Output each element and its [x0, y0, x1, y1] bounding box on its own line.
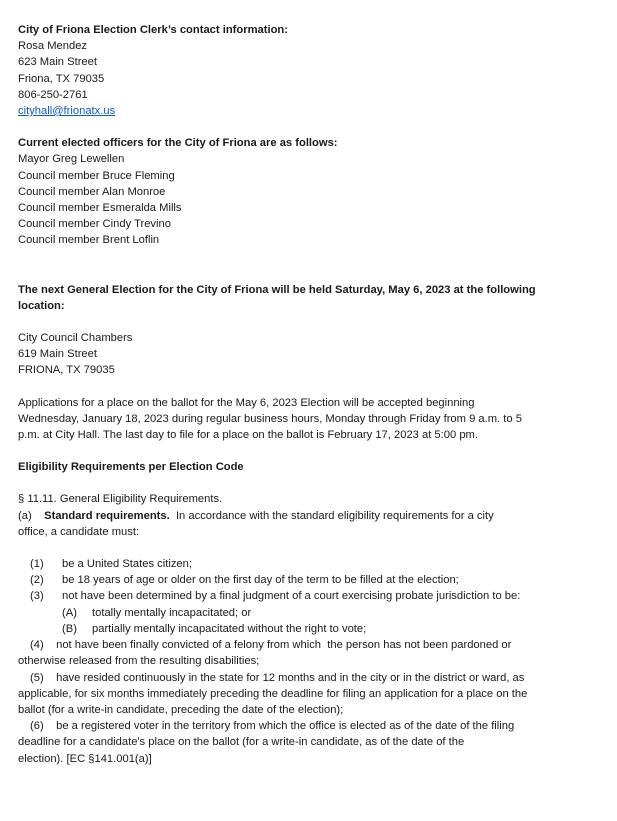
- applications-line: Wednesday, January 18, 2023 during regular business hours, Monday through Friday from 9 a.m. to 5: [18, 412, 522, 425]
- election-venue: City Council Chambers: [18, 332, 133, 345]
- list-item-6-line2: deadline for a candidate's place on the ballot (for a write-in candidate, as of the date of the: [18, 736, 465, 749]
- clerk-city: Friona, TX 79035: [18, 72, 105, 85]
- clerk-phone: 806-250-2761: [18, 88, 88, 101]
- officer-item: Council member Alan Monroe: [18, 185, 166, 198]
- eligibility-section-title: § 11.11. General Eligibility Requirements.: [18, 493, 223, 506]
- list-text: be a United States citizen;: [62, 558, 192, 571]
- election-section: [18, 282, 593, 379]
- sub-list-item: [18, 605, 593, 621]
- officer-item: Council member Cindy Trevino: [18, 218, 171, 231]
- subsection-text: In accordance with the standard eligibility requirements for a city: [175, 509, 494, 522]
- eligibility-section: [18, 459, 593, 766]
- list-text: not have been determined by a final judgment of a court exercising probate jurisdiction to be:: [62, 590, 521, 603]
- list-number: (2): [30, 574, 44, 587]
- officer-item: Council member Brent Loflin: [18, 234, 160, 247]
- eligibility-subsection-line1: [18, 508, 593, 524]
- applications-line: Applications for a place on the ballot for the May 6, 2023 Election will be accepted beginning: [18, 396, 475, 409]
- sub-list-text: totally mentally incapacitated; or: [92, 606, 252, 619]
- list-item-6-line1: (6) be a registered voter in the territory from which the office is elected as of the date of the filing: [30, 720, 515, 733]
- officer-item: Council member Esmeralda Mills: [18, 202, 182, 215]
- list-item-5-line2: applicable, for six months immediately preceding the deadline for filing an application for a place on the: [18, 687, 528, 700]
- sub-list-number: (A): [62, 606, 77, 619]
- list-item-4-line1: (4) not have been finally convicted of a felony from which the person has not been pardoned or: [30, 639, 512, 652]
- subsection-bold: Standard requirements.: [44, 509, 170, 522]
- officers-section: [18, 135, 593, 248]
- subsection-label: (a): [18, 509, 32, 522]
- election-city: FRIONA, TX 79035: [18, 364, 115, 377]
- applications-line: p.m. at City Hall. The last day to file for a place on the ballot is February 17, 2023 at 5:00 pm.: [18, 429, 478, 442]
- sub-list-item: [18, 621, 593, 637]
- applications-paragraph: [18, 395, 593, 444]
- election-heading-line1: The next General Election for the City of Friona will be held Saturday, May 6, 2023 at the following: [18, 283, 536, 296]
- list-text: be 18 years of age or older on the first day of the term to be filled at the election;: [62, 574, 459, 587]
- election-heading-line2: location:: [18, 299, 65, 312]
- eligibility-heading: Eligibility Requirements per Election Code: [18, 461, 244, 474]
- clerk-street: 623 Main Street: [18, 56, 97, 69]
- election-street: 619 Main Street: [18, 348, 97, 361]
- document-page: [18, 22, 593, 767]
- eligibility-subsection-line2: office, a candidate must:: [18, 525, 140, 538]
- list-item: [18, 556, 593, 572]
- contact-heading: City of Friona Election Clerk’s contact information:: [18, 24, 288, 36]
- officers-heading: Current elected officers for the City of Friona are as follows:: [18, 137, 338, 150]
- sub-list-number: (B): [62, 622, 77, 635]
- officer-item: Council member Bruce Fleming: [18, 169, 175, 182]
- list-item-4-line2: otherwise released from the resulting disabilities;: [18, 655, 260, 668]
- list-number: (3): [30, 590, 44, 603]
- list-item: [18, 588, 593, 604]
- officer-item: Mayor Greg Lewellen: [18, 153, 125, 166]
- clerk-name: Rosa Mendez: [18, 40, 88, 53]
- list-number: (1): [30, 558, 44, 571]
- list-item-5-line3: ballot (for a write-in candidate, preceding the date of the election);: [18, 703, 344, 716]
- sub-list-text: partially mentally incapacitated without the right to vote;: [92, 622, 367, 635]
- list-item-6-line3: election). [EC §141.001(a)]: [18, 752, 152, 765]
- list-item-5-line1: (5) have resided continuously in the state for 12 months and in the city or in the district or ward, as: [30, 671, 525, 684]
- contact-section: [18, 22, 593, 119]
- clerk-email-link[interactable]: cityhall@frionatx.us: [18, 105, 116, 118]
- list-item: [18, 572, 593, 588]
